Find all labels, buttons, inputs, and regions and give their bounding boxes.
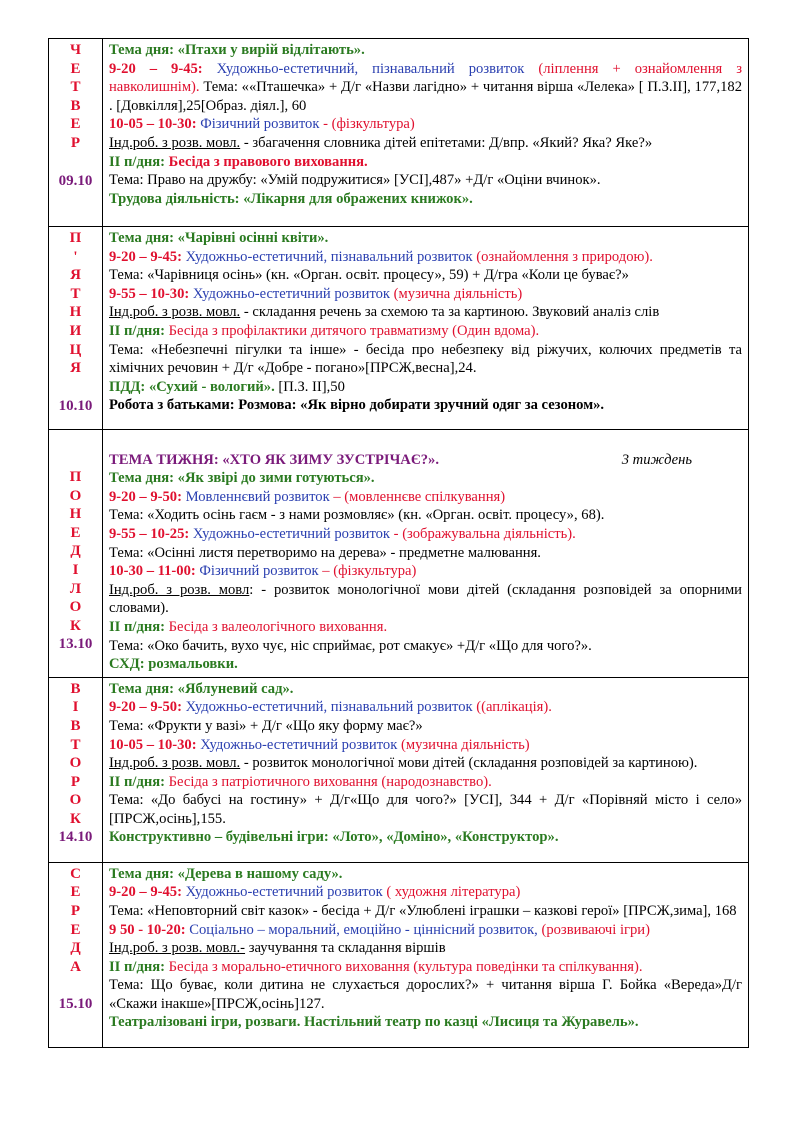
day-letter: Т — [70, 736, 81, 753]
day-letter: О — [69, 755, 82, 772]
day-letter: І — [72, 561, 79, 578]
activity-topic: Тема: «Чарівниця осінь» (кн. «Орган. освіт. процесу», 59) + Д/гра «Коли це буває?» — [109, 267, 629, 284]
day-row-wednesday — [49, 862, 749, 1047]
afternoon-topic: Тема: Що буває, коли дитина не слухається дорослих?» + читання вірша Г. Бойка «Вереда»Д/г «Скажи інакше»[ПРСЖ,осінь]127. — [109, 977, 742, 1012]
week-number: 3 тиждень — [621, 451, 692, 468]
day-letter: Л — [69, 580, 82, 597]
activity-name: Художньо-естетичний розвиток — [189, 285, 391, 302]
individual-work-label: Інд.роб. з розв. мовл. — [109, 304, 241, 321]
activity-time: 9-20 – 9-45: — [109, 60, 203, 77]
day-letter: Н — [69, 304, 82, 321]
extra-activity: Трудова діяльність: «Лікарня для ображених книжок». — [109, 190, 473, 207]
individual-work-text: - розвиток монологічної мови дітей (складання розповідей за картиною). — [240, 755, 698, 772]
activity-time: 9-20 – 9-50: — [109, 488, 182, 505]
day-letter: Е — [70, 524, 81, 541]
theme-title: «Чарівні осінні квіти». — [177, 230, 329, 246]
theme-title: «Птахи у вирій відлітають». — [177, 42, 365, 58]
day-letter: Е — [70, 60, 81, 77]
day-row-thursday — [49, 39, 749, 227]
activity-name: Соціально – моральний, емоційно - ціннісний розвиток, — [185, 921, 538, 938]
activity-name: Художньо-естетичний, пізнавальний розвиток — [202, 60, 525, 77]
day-letter: Д — [70, 940, 81, 957]
day-content-cell — [103, 862, 749, 1047]
activity-topic: Тема: «Осінні листя перетворимо на дерева» - предметне малювання. — [109, 544, 541, 561]
afternoon-label: ІІ п/дня: — [109, 618, 169, 635]
activity-type: - (фізкультура) — [319, 116, 415, 133]
day-label-cell — [49, 39, 103, 227]
activity-type: (розвиваючі ігри) — [537, 921, 650, 938]
day-letter: Р — [70, 134, 81, 151]
individual-work-label: Інд.роб. з розв. мовл. — [109, 134, 241, 151]
day-letter: Н — [69, 506, 82, 523]
activity-type: ( художня література) — [382, 884, 521, 901]
theme-label: Тема дня: — [109, 865, 178, 882]
pdd-text: [П.З. ІІ],50 — [274, 378, 345, 395]
day-letter: Ч — [69, 42, 81, 58]
week-theme: ТЕМА ТИЖНЯ: «ХТО ЯК ЗИМУ ЗУСТРІЧАЄ?». — [109, 451, 439, 468]
theme-label: Тема дня: — [109, 230, 178, 246]
day-letter: В — [70, 680, 81, 697]
pdd-label: ПДД: «Сухий - вологий». — [109, 378, 275, 395]
day-letter: О — [69, 792, 82, 809]
day-letter: В — [70, 717, 81, 734]
activity-time: 10-30 – 11-00: — [109, 563, 196, 580]
day-letter: П — [69, 469, 82, 485]
individual-work-text: - складання речень за схемою та за картиною. Звуковий аналіз слів — [240, 304, 660, 321]
activity-time: 9-20 – 9-50: — [109, 699, 182, 716]
day-date: 10.10 — [58, 397, 93, 414]
day-letter: Т — [70, 79, 81, 96]
afternoon-activity: Бесіда з патріотичного виховання (народознавство). — [168, 773, 492, 790]
individual-work-text: : - розвиток монологічної мови дітей (складання розповідей за опорними словами). — [109, 581, 742, 617]
afternoon-label: ІІ п/дня: — [109, 322, 169, 339]
activity-time: 10-05 – 10-30: — [109, 116, 197, 133]
day-letter: О — [69, 599, 82, 616]
afternoon-label: ІІ п/дня: — [109, 958, 169, 975]
day-letter: Е — [70, 116, 81, 133]
activity-name: Фізичний розвиток — [196, 116, 320, 133]
day-letter: И — [69, 322, 82, 339]
day-row-friday — [49, 227, 749, 430]
day-letter: Р — [70, 902, 81, 919]
day-content-cell — [103, 227, 749, 430]
activity-type: (музична діяльність) — [390, 285, 523, 302]
activity-type: – (фізкультура) — [318, 563, 417, 580]
day-row-monday — [49, 430, 749, 678]
afternoon-topic: Тема: «До бабусі на гостину» + Д/г«Що для чого?» [УСІ], 344 + Д/г «Порівняй місто і село» [ПРСЖ,осінь],155. — [109, 792, 742, 827]
activity-time: 9-55 – 10-30: — [109, 285, 190, 302]
afternoon-topic: Тема: «Небезпечні пігулки та інше» - бесіда про небезпеку від ріжучих, колючих предметів та хімічних речовин + Д/г «Добре - погано»[ПРСЖ,весна],24. — [109, 341, 742, 377]
afternoon-label: ІІ п/дня: — [109, 773, 169, 790]
activity-type: ((аплікація). — [472, 699, 552, 716]
afternoon-activity: Бесіда з профілактики дитячого травматизму (Один вдома). — [168, 322, 540, 339]
day-label-cell — [49, 227, 103, 430]
activity-time: 10-05 – 10-30: — [109, 736, 197, 753]
day-date: 15.10 — [58, 996, 93, 1013]
day-letter: К — [70, 810, 81, 827]
schedule-table — [48, 38, 749, 1048]
theme-title: «Як звірі до зими готуються». — [177, 470, 375, 487]
day-letter: Я — [70, 360, 81, 377]
activity-type: (музична діяльність) — [397, 736, 530, 753]
activity-topic: Тема: ««Пташечка» + Д/г «Назви лагідно» + читання вірша «Лелека» [ П.З.ІІ], 177,182 . [Довкілля],25[Образ. діял.], 60 — [109, 79, 742, 114]
activity-time: 9 50 - 10-20: — [109, 921, 186, 938]
day-letter: Д — [70, 543, 81, 560]
day-content-cell — [103, 677, 749, 862]
activity-topic: Тема: «Фрукти у вазі» + Д/г «Що яку форму має?» — [109, 717, 423, 734]
extra-activity: Робота з батьками: Розмова: «Як вірно добирати зручний одяг за сезоном». — [109, 397, 605, 414]
day-letter: І — [72, 699, 79, 716]
afternoon-activity: Бесіда з морально-етичного виховання (культура поведінки та спілкування). — [168, 958, 643, 975]
activity-name: Художньо-естетичний розвиток — [189, 525, 391, 542]
activity-name: Фізичний розвиток — [195, 563, 319, 580]
day-letter: В — [70, 97, 81, 114]
activity-time: 9-20 – 9-45: — [109, 884, 182, 901]
extra-activity: СХД: розмальовки. — [109, 656, 238, 673]
day-letter: Р — [70, 773, 81, 790]
individual-work-label: Інд.роб. з розв. мовл. — [109, 755, 241, 772]
activity-name: Художньо-естетичний розвиток — [181, 884, 383, 901]
theme-label: Тема дня: — [109, 42, 178, 58]
day-letter: Я — [70, 267, 81, 284]
individual-work-label: Інд.роб. з розв. мовл — [109, 581, 250, 598]
day-letter: О — [69, 487, 82, 504]
day-content-cell — [103, 39, 749, 227]
afternoon-topic: Тема: Право на дружбу: «Умій подружитися» [УСІ],487» +Д/г «Оціни вчинок». — [109, 172, 601, 189]
activity-time: 9-20 – 9-45: — [109, 248, 182, 265]
day-label-cell — [49, 430, 103, 678]
day-letter: К — [70, 617, 81, 634]
day-date: 09.10 — [58, 172, 93, 189]
afternoon-activity: Бесіда з валеологічного виховання. — [168, 618, 388, 635]
theme-title: «Яблуневий сад». — [177, 680, 294, 697]
activity-type: (ознайомлення з природою). — [472, 248, 653, 265]
activity-type: – (мовленнєве спілкування) — [329, 488, 506, 505]
activity-topic: Тема: «Неповторний світ казок» - бесіда + Д/г «Улюблені іграшки – казкові герої» [ПРСЖ,зима], 168 — [109, 902, 737, 919]
day-date: 13.10 — [58, 636, 93, 653]
day-date: 14.10 — [58, 829, 93, 846]
activity-type: - (зображувальна діяльність). — [390, 525, 576, 542]
day-letter: П — [69, 230, 82, 246]
individual-work-text: заучування та складання віршів — [245, 940, 446, 957]
day-letter: Е — [70, 884, 81, 901]
activity-name: Мовленнєвий розвиток — [181, 488, 330, 505]
theme-label: Тема дня: — [109, 470, 178, 487]
activity-name: Художньо-естетичний розвиток — [196, 736, 398, 753]
day-letter: Е — [70, 921, 81, 938]
activity-time: 9-55 – 10-25: — [109, 525, 190, 542]
extra-activity: Театралізовані ігри, розваги. Настільний театр по казці «Лисиця та Журавель». — [109, 1014, 639, 1031]
day-letter: А — [70, 958, 81, 975]
afternoon-label: ІІ п/дня: — [109, 153, 169, 170]
afternoon-topic: Тема: «Око бачить, вухо чує, ніс сприймає, рот смакує» +Д/г «Що для чого?». — [109, 637, 592, 654]
day-row-tuesday — [49, 677, 749, 862]
extra-activity: Конструктивно – будівельні ігри: «Лото», «Доміно», «Конструктор». — [109, 829, 559, 846]
day-label-cell — [49, 677, 103, 862]
day-letter: Ц — [69, 341, 82, 358]
day-content-cell — [103, 430, 749, 678]
day-letter: ' — [73, 248, 78, 265]
individual-work-label: Інд.роб. з розв. мовл.- — [109, 940, 246, 957]
day-letter: С — [70, 865, 81, 882]
activity-topic: Тема: «Ходить осінь гаєм - з нами розмовляє» (кн. «Орган. освіт. процесу», 68). — [109, 507, 605, 524]
individual-work-text: - збагачення словника дітей епітетами: Д/впр. «Який? Яка? Яке?» — [240, 134, 653, 151]
theme-label: Тема дня: — [109, 680, 178, 697]
activity-name: Художньо-естетичний, пізнавальний розвиток — [181, 248, 473, 265]
day-letter: Т — [70, 285, 81, 302]
theme-title: «Дерева в нашому саду». — [177, 865, 343, 882]
day-label-cell — [49, 862, 103, 1047]
activity-name: Художньо-естетичний, пізнавальний розвиток — [181, 699, 473, 716]
activity-type: (ліплення + ознайомлення з навколишнім). — [109, 60, 742, 96]
afternoon-activity: Бесіда з правового виховання. — [168, 153, 368, 170]
